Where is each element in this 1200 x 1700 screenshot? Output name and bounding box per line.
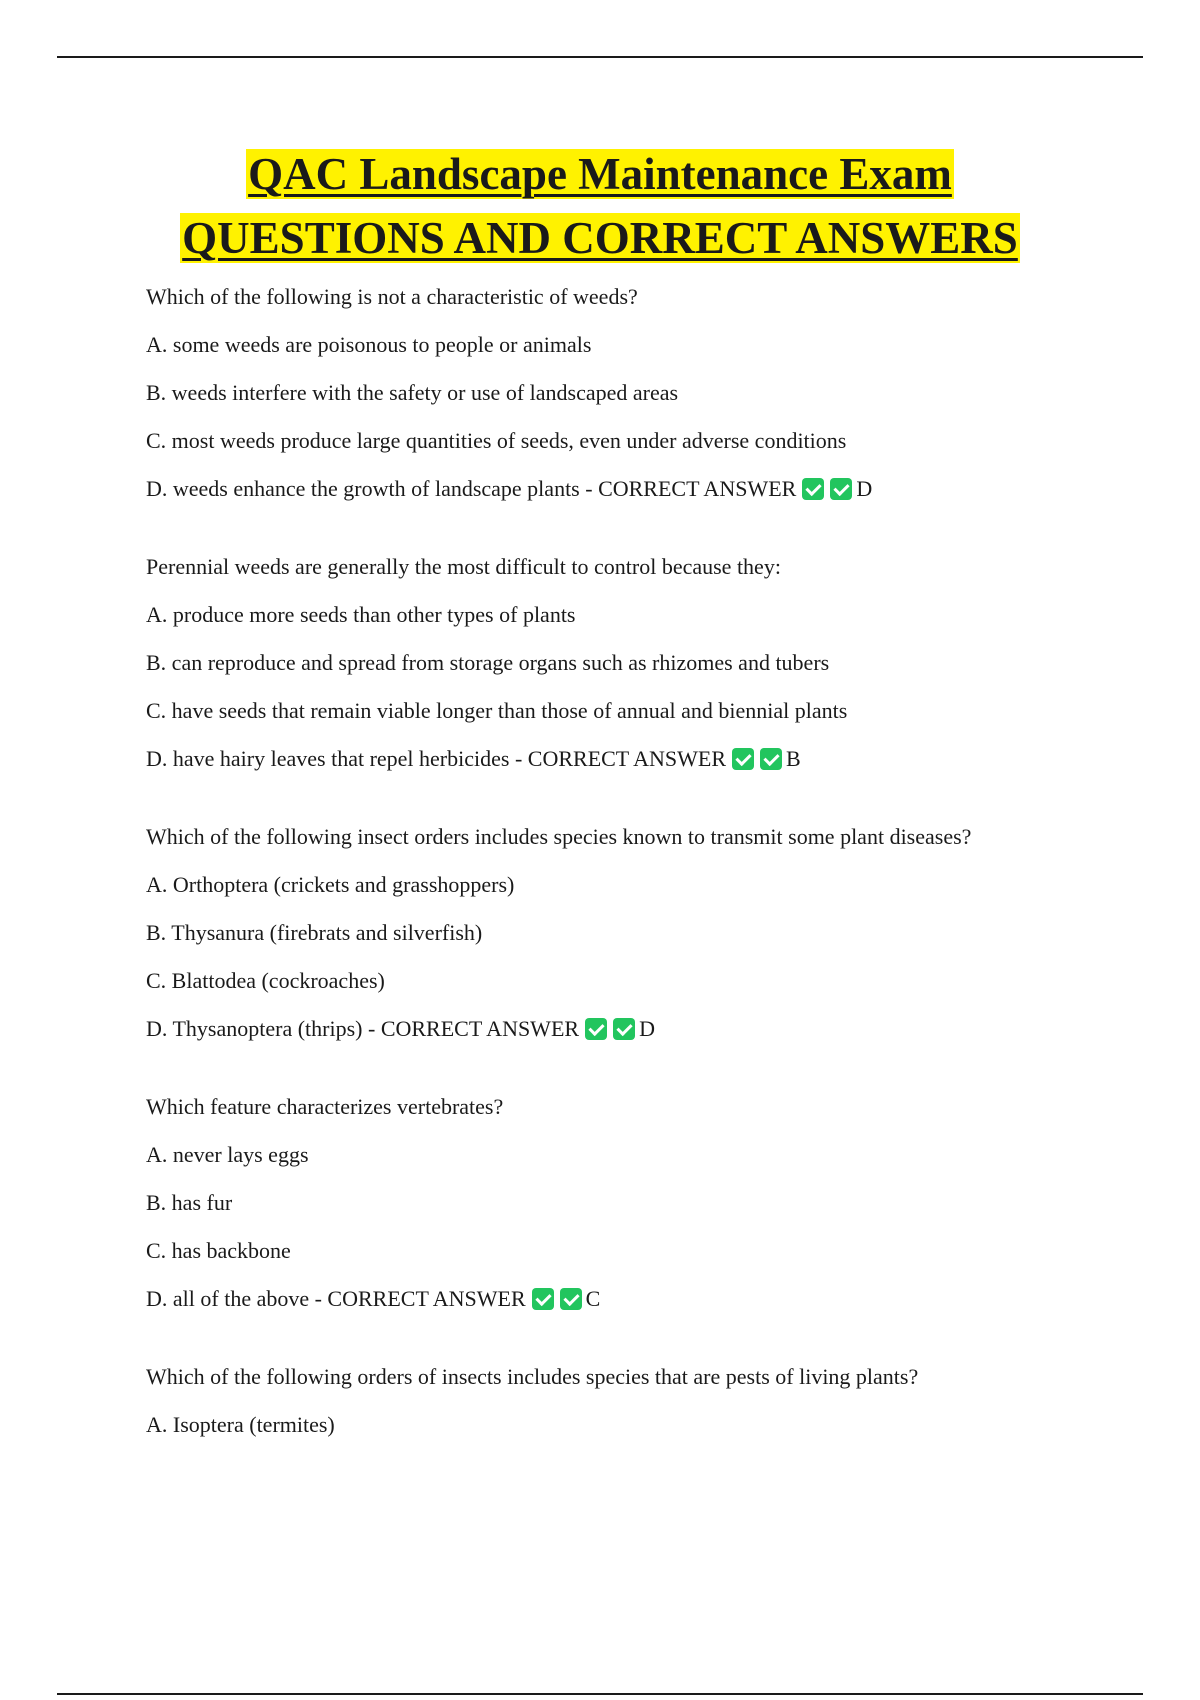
- option-d: D. weeds enhance the growth of landscape plants: [146, 476, 580, 501]
- question-prompt: Which of the following insect orders includes species known to transmit some plant diseases?: [146, 824, 972, 849]
- option-a: A. some weeds are poisonous to people or animals: [146, 332, 592, 357]
- option-b: B. can reproduce and spread from storage organs such as rhizomes and tubers: [146, 650, 830, 675]
- question-prompt: Which of the following orders of insects includes species that are pests of living plants?: [146, 1364, 919, 1389]
- option-c: C. have seeds that remain viable longer than those of annual and biennial plants: [146, 698, 848, 723]
- document-title: [0, 142, 1200, 270]
- correct-answer-letter: D: [856, 476, 873, 501]
- question-2: [146, 553, 1146, 773]
- option-d: D. have hairy leaves that repel herbicides: [146, 746, 510, 771]
- option-d-with-answer: [146, 1285, 1146, 1313]
- title-line-1-text: QAC Landscape Maintenance Exam: [248, 149, 952, 199]
- correct-answer-letter: C: [585, 1286, 601, 1311]
- option-c: C. most weeds produce large quantities of seeds, even under adverse conditions: [146, 428, 847, 453]
- question-4: [146, 1093, 1146, 1313]
- question-5: [146, 1363, 1146, 1439]
- option-d: D. Thysanoptera (thrips): [146, 1016, 363, 1041]
- check-mark-icon: [613, 1018, 635, 1040]
- option-c: C. has backbone: [146, 1238, 291, 1263]
- correct-answer-letter: B: [786, 746, 801, 771]
- check-mark-icon: [532, 1288, 554, 1310]
- option-d-with-answer: [146, 745, 1146, 773]
- option-a: A. never lays eggs: [146, 1142, 309, 1167]
- option-c: C. Blattodea (cockroaches): [146, 968, 385, 993]
- correct-answer-label: - CORRECT ANSWER: [368, 1016, 580, 1041]
- check-mark-icon: [732, 748, 754, 770]
- correct-answer-label: - CORRECT ANSWER: [585, 476, 797, 501]
- top-rule: [57, 56, 1143, 58]
- check-mark-icon: [760, 748, 782, 770]
- option-d-with-answer: [146, 475, 1146, 503]
- option-d: D. all of the above: [146, 1286, 310, 1311]
- question-prompt: Which of the following is not a characteristic of weeds?: [146, 284, 638, 309]
- title-line-1: [0, 142, 1200, 206]
- check-mark-icon: [802, 478, 824, 500]
- option-b: B. Thysanura (firebrats and silverfish): [146, 920, 483, 945]
- title-line-2-text: QUESTIONS AND CORRECT ANSWERS: [182, 213, 1018, 263]
- option-d-with-answer: [146, 1015, 1146, 1043]
- title-line-2: [0, 206, 1200, 270]
- check-mark-icon: [830, 478, 852, 500]
- question-prompt: Perennial weeds are generally the most difficult to control because they:: [146, 554, 781, 579]
- option-a: A. Isoptera (termites): [146, 1412, 335, 1437]
- question-prompt: Which feature characterizes vertebrates?: [146, 1094, 504, 1119]
- correct-answer-letter: D: [639, 1016, 655, 1041]
- check-mark-icon: [585, 1018, 607, 1040]
- option-a: A. Orthoptera (crickets and grasshoppers): [146, 872, 515, 897]
- correct-answer-label: - CORRECT ANSWER: [314, 1286, 526, 1311]
- option-b: B. has fur: [146, 1190, 233, 1215]
- correct-answer-label: - CORRECT ANSWER: [514, 746, 727, 771]
- question-list: [146, 283, 1146, 1489]
- question-1: [146, 283, 1146, 503]
- bottom-rule: [57, 1693, 1143, 1695]
- question-3: [146, 823, 1146, 1043]
- check-mark-icon: [560, 1288, 582, 1310]
- option-a: A. produce more seeds than other types of plants: [146, 602, 576, 627]
- option-b: B. weeds interfere with the safety or use of landscaped areas: [146, 380, 679, 405]
